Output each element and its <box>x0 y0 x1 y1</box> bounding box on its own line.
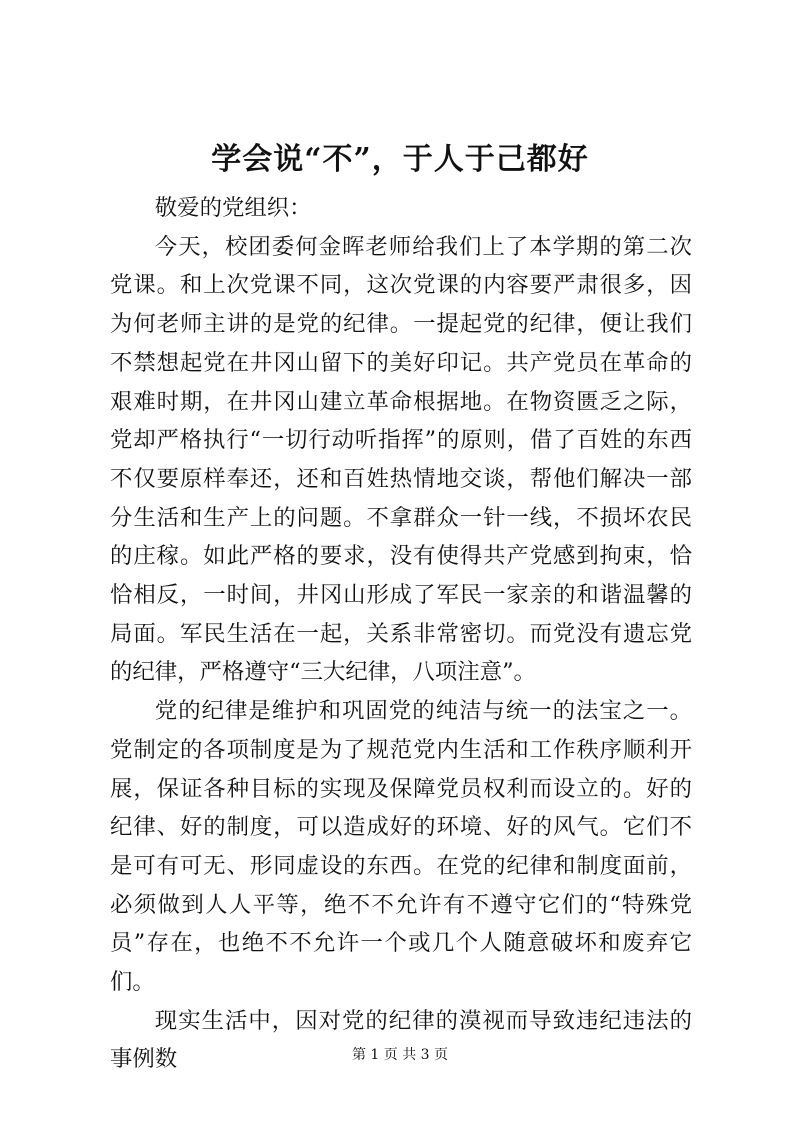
document-body <box>110 189 692 1079</box>
paragraph-2: 党的纪律是维护和巩固党的纯洁与统一的法宝之一。党制定的各项制度是为了规范党内生活和工作秩序顺利开展，保证各种目标的实现及保障党员权利而设立的。好的纪律、好的制度，可以造成好的环境、好的风气。它们不是可有可无、形同虚设的东西。在党的纪律和制度面前，必须做到人人平等，绝不不允许有不遵守它们的“特殊党员”存在，也绝不不允许一个或几个人随意破坏和废弃它们。 <box>110 698 692 996</box>
document-title: 学会说“不”，于人于己都好 <box>211 142 589 177</box>
page-number-footer: 第 1 页 共 3 页 <box>351 1047 449 1063</box>
paragraph-1: 今天，校团委何金晖老师给我们上了本学期的第二次党课。和上次党课不同，这次党课的内容要严肃很多，因为何老师主讲的是党的纪律。一提起党的纪律，便让我们不禁想起党在井冈山留下的美好印记。共产党员在革命的艰难时期，在井冈山建立革命根据地。在物资匮乏之际，党却严格执行“一切行动听指挥”的原则，借了百姓的东西不仅要原样奉还，还和百姓热情地交谈，帮他们解决一部分生活和生产上的问题。不拿群众一针一线，不损坏农民的庄稼。如此严格的要求，没有使得共产党感到拘束，恰恰相反，一时间，井冈山形成了军民一家亲的和谐温馨的局面。军民生活在一起，关系非常密切。而党没有遗忘党的纪律，严格遵守“三大纪律，八项注意”。 <box>110 233 692 686</box>
salutation: 敬爱的党组织： <box>154 195 312 221</box>
paragraph-3: 现实生活中，因对党的纪律的漠视而导致违纪违法的事例数 <box>110 1007 692 1073</box>
